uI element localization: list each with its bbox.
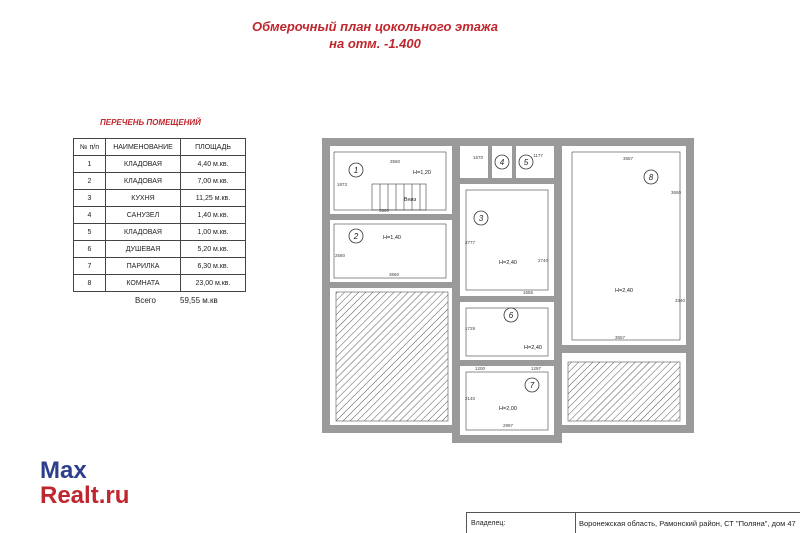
cell-number: 1 <box>74 156 106 173</box>
plan-subtitle: на отм. -1.400 <box>329 36 421 51</box>
dimension: 3777 <box>464 240 476 245</box>
dimension: 3660 <box>378 208 390 213</box>
room-number-6: 6 <box>508 311 514 320</box>
cell-number: 3 <box>74 190 106 207</box>
header-name: НАИМЕНОВАНИЕ <box>106 139 181 156</box>
dimension: 3557 <box>614 335 626 340</box>
dimension: 1177 <box>533 153 543 158</box>
address-text: Воронежская область, Рамонский район, СТ "Поляна", дом 47 <box>579 519 796 528</box>
cell-number: 6 <box>74 241 106 258</box>
dimension: 2740 <box>537 258 549 263</box>
cell-number: 2 <box>74 173 106 190</box>
dimension: 1200 <box>474 366 486 371</box>
cell-area: 6,30 м.кв. <box>181 258 246 275</box>
cell-name: ДУШЕВАЯ <box>106 241 181 258</box>
maxrealt-logo <box>40 458 129 508</box>
footer-title-block <box>466 512 800 533</box>
cell-area: 5,20 м.кв. <box>181 241 246 258</box>
stairs-label: Вниз <box>403 197 417 203</box>
dimension: 2560 <box>334 253 346 258</box>
rooms-list-title: ПЕРЕЧЕНЬ ПОМЕЩЕНИЙ <box>100 118 201 127</box>
header-area: ПЛОЩАДЬ <box>181 139 246 156</box>
cell-name: КОМНАТА <box>106 275 181 292</box>
dimension: 3340 <box>674 298 686 303</box>
dimension: 1670 <box>472 155 484 160</box>
height-room-1: Н=1,20 <box>413 170 431 176</box>
dimension: 3660 <box>388 272 400 277</box>
height-room-8: Н=2,40 <box>615 288 633 294</box>
dimension: 3650 <box>670 190 682 195</box>
room-number-2: 2 <box>353 232 359 241</box>
cell-area: 1,40 м.кв. <box>181 207 246 224</box>
height-room-7: Н=2,00 <box>499 406 517 412</box>
cell-name: ПАРИЛКА <box>106 258 181 275</box>
cell-number: 4 <box>74 207 106 224</box>
cell-area: 11,25 м.кв. <box>181 190 246 207</box>
height-room-3: Н=2,40 <box>499 260 517 266</box>
cell-number: 8 <box>74 275 106 292</box>
cell-name: КЛАДОВАЯ <box>106 156 181 173</box>
dimension: 1656 <box>522 290 534 295</box>
cell-number: 5 <box>74 224 106 241</box>
total-label: Всего <box>135 296 156 305</box>
dimension: 3557 <box>622 156 634 161</box>
logo-line1: Max <box>40 457 87 484</box>
cell-area: 1,00 м.кв. <box>181 224 246 241</box>
room-number-4: 4 <box>499 158 505 167</box>
dimension: 1873 <box>336 182 348 187</box>
cell-area: 7,00 м.кв. <box>181 173 246 190</box>
room-number-5: 5 <box>523 158 529 167</box>
cell-area: 23,00 м.кв. <box>181 275 246 292</box>
height-room-6: Н=2,40 <box>524 345 542 351</box>
cell-name: САНУЗЕЛ <box>106 207 181 224</box>
cell-name: КУХНЯ <box>106 190 181 207</box>
height-room-2: Н=1,40 <box>383 235 401 241</box>
plan-title: Обмерочный план цокольного этажа <box>252 19 498 34</box>
cell-name: КЛАДОВАЯ <box>106 173 181 190</box>
logo-line2: Realt.ru <box>40 482 130 509</box>
dimension: 1297 <box>530 366 542 371</box>
footer-divider <box>575 513 576 533</box>
room-number-3: 3 <box>478 214 484 223</box>
cell-number: 7 <box>74 258 106 275</box>
room-number-7: 7 <box>529 381 535 390</box>
dimension: 3560 <box>389 159 401 164</box>
dimension: 2140 <box>464 396 476 401</box>
cell-area: 4,40 м.кв. <box>181 156 246 173</box>
header-number: № п/п <box>74 139 106 156</box>
dimension: 2997 <box>502 423 514 428</box>
stairs <box>372 184 426 210</box>
room-number-1: 1 <box>353 166 359 175</box>
room-number-8: 8 <box>648 173 654 182</box>
total-value: 59,55 м.кв <box>180 296 218 305</box>
cell-name: КЛАДОВАЯ <box>106 224 181 241</box>
dimension: 1729 <box>464 326 476 331</box>
owner-label: Владелец: <box>471 520 506 527</box>
